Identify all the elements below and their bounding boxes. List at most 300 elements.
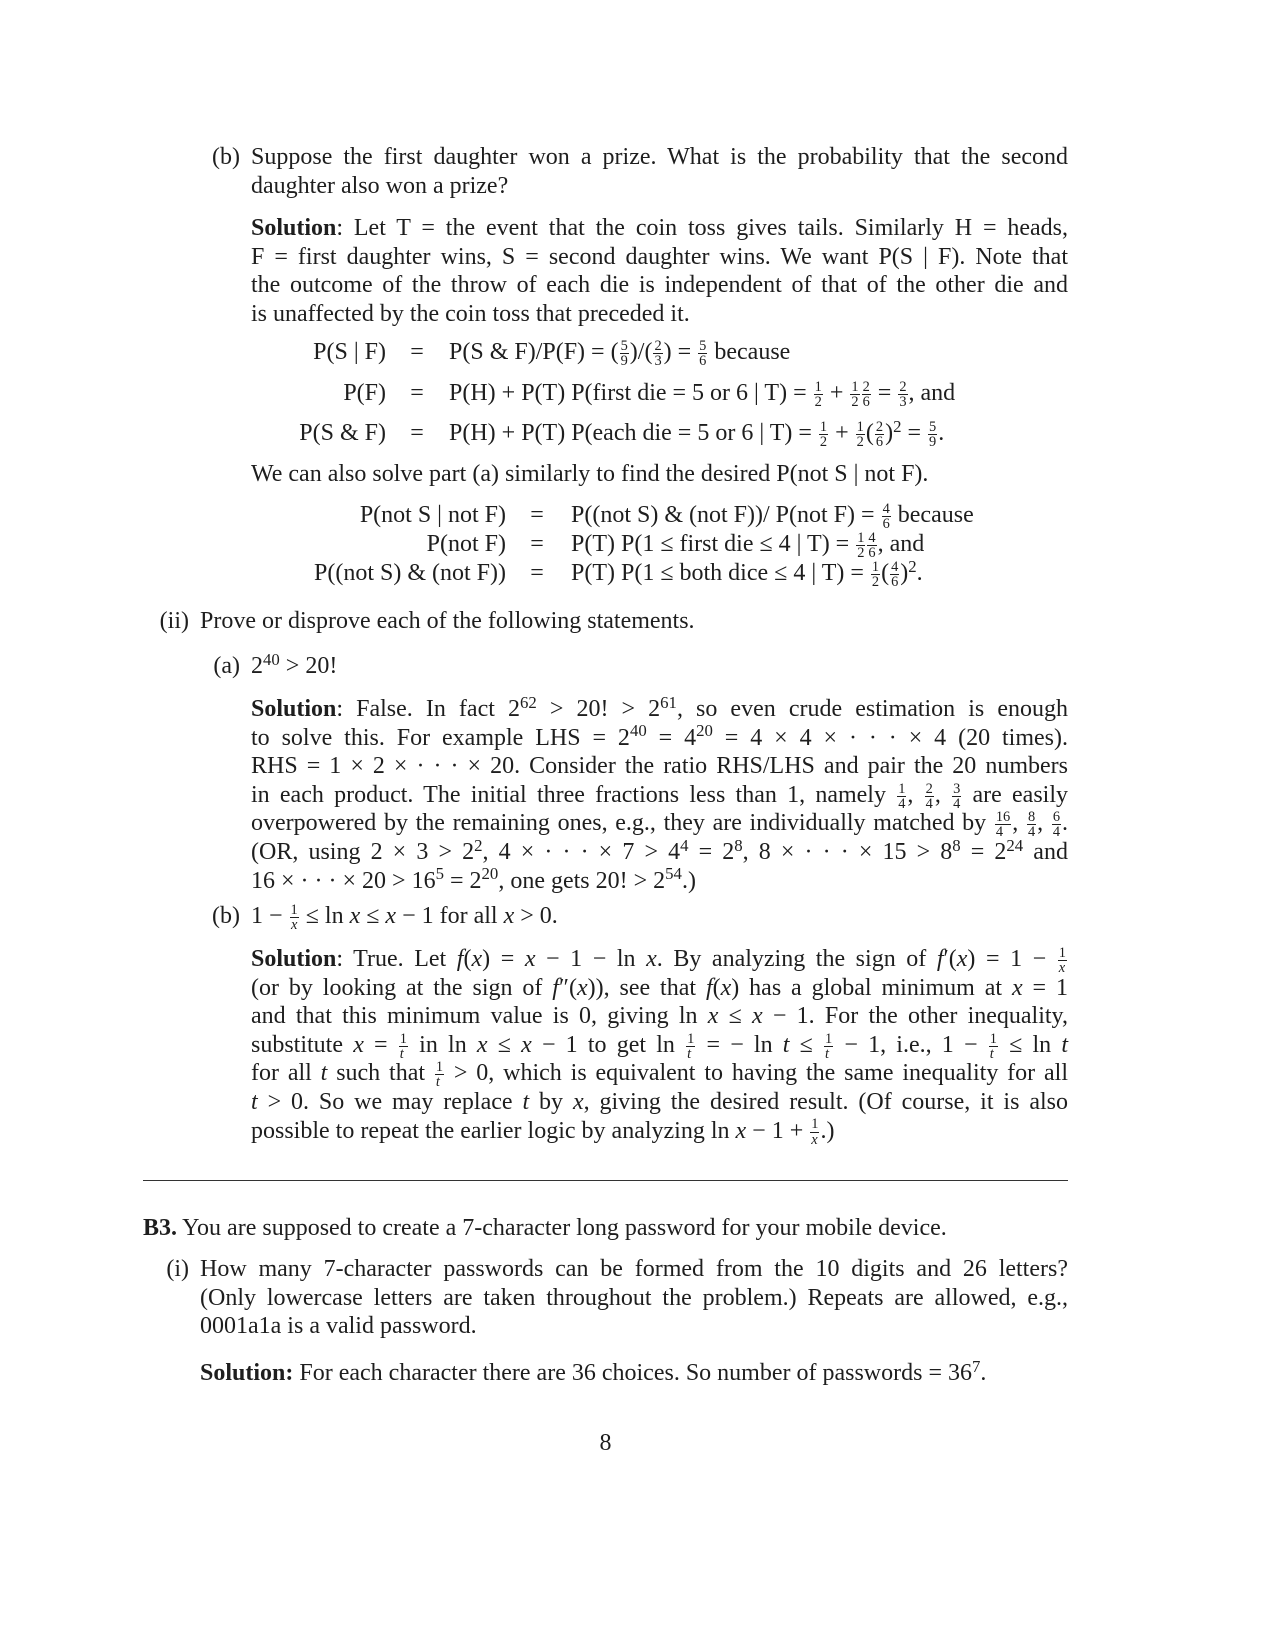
equation-lhs: P(not F): [426, 531, 506, 557]
text-run: ≤ ln: [998, 1031, 1062, 1058]
text-run: Suppose the first daughter won a prize. What is the probability that the second: [251, 144, 1068, 170]
math-fraction: [952, 782, 961, 811]
superscript: 2: [908, 556, 917, 576]
text-run: overpowered by the remaining ones, e.g., they are individually matched by: [251, 810, 994, 837]
text-run: , one gets 20! > 2: [498, 867, 666, 894]
math-variable: t: [1061, 1031, 1068, 1058]
text-run: F = first daughter wins, S = second daughter wins. We want P(S | F). Note that: [251, 243, 1068, 270]
text-run: P(H) + P(T) P(each die = 5 or 6 | T) =: [449, 420, 818, 446]
text-run: to solve this. For example LHS = 2: [251, 724, 630, 751]
text-run: substitute: [251, 1031, 354, 1058]
math-variable: x: [707, 1003, 719, 1030]
text-run: because: [708, 339, 791, 365]
math-variable: x: [471, 946, 483, 972]
text-run: = − ln: [696, 1031, 783, 1058]
math-fraction: [698, 339, 707, 368]
text-run: by: [529, 1088, 573, 1115]
superscript: 54: [665, 864, 682, 884]
text-run: for all: [251, 1060, 321, 1087]
text-run: ″(: [558, 974, 577, 1001]
math-fraction: [686, 1032, 695, 1061]
math-variable: x: [735, 1117, 747, 1144]
superscript: 20: [481, 864, 499, 884]
text-run: P(T) P(1 ≤ first die ≤ 4 | T) =: [571, 531, 856, 557]
equation-lhs: P(F): [343, 380, 386, 406]
fraction-numerator: 2: [899, 378, 907, 395]
text-run: ,: [1012, 810, 1026, 837]
text-run: is unaffected by the coin toss that preceded it.: [251, 300, 690, 327]
superscript: 7: [972, 1356, 981, 1376]
equation-row: [0, 379, 1275, 408]
solution-paragraph: [251, 214, 1068, 328]
equation-lhs: P(not S | not F): [359, 502, 506, 528]
text-run: =: [871, 380, 898, 406]
fraction-numerator: 5: [699, 337, 707, 354]
math-variable: t: [251, 1088, 258, 1115]
text-run: the outcome of the throw of each die is independent of that of the other die and: [251, 272, 1068, 299]
text-run: ,: [907, 781, 924, 808]
text-run: P(T) P(1 ≤ both dice ≤ 4 | T) =: [571, 560, 870, 586]
text-run: = 4: [646, 724, 697, 751]
equation-row: [0, 416, 1275, 450]
fraction-denominator: 4: [1027, 824, 1036, 841]
text-run: ≤: [360, 903, 386, 929]
text-line: [251, 1002, 1068, 1031]
fraction-denominator: t: [989, 1045, 994, 1062]
solution-line: [200, 1356, 987, 1388]
text-line: [200, 1312, 1068, 1341]
text-run: )), see that: [587, 974, 706, 1001]
equals-sign: =: [410, 380, 424, 406]
text-line: [251, 214, 1068, 243]
math-fraction: [824, 1032, 833, 1061]
text-run: RHS = 1 × 2 × · · · × 20. Consider the ratio RHS/LHS and pair the 20 numbers: [251, 753, 1068, 780]
text-run: ,: [934, 781, 952, 808]
text-run: .): [681, 867, 696, 894]
fraction-numerator: 4: [882, 500, 890, 517]
text-run: > 20! > 2: [536, 696, 661, 722]
text-run: because: [891, 502, 974, 528]
fraction-numerator: 1: [857, 529, 865, 546]
text-run: For each character there are 36 choices. So number of passwords = 36: [293, 1360, 972, 1386]
equation-rhs: [449, 379, 955, 409]
text-run: , giving the desired result. (Of course, it is also: [583, 1088, 1068, 1115]
fraction-numerator: 1: [814, 378, 822, 395]
fraction-denominator: t: [399, 1045, 404, 1062]
math-fraction: [882, 502, 891, 531]
equals-sign: =: [530, 531, 544, 557]
fraction-numerator: 8: [1027, 809, 1036, 826]
text-line: [251, 835, 1068, 867]
text-line: [251, 864, 1068, 896]
bold-label: Solution: [251, 215, 337, 241]
math-fraction: [862, 380, 871, 409]
fraction-numerator: 2: [925, 780, 933, 797]
fraction-denominator: 6: [875, 433, 884, 450]
remark-text: [251, 460, 928, 489]
text-line: [200, 1255, 1068, 1284]
text-run: − 1 for all: [396, 903, 504, 929]
superscript: 8: [734, 835, 743, 855]
fraction-denominator: 2: [856, 433, 864, 450]
text-line: [251, 752, 1068, 781]
math-fraction: [1058, 946, 1067, 975]
text-run: ) has a global minimum at: [731, 974, 1012, 1001]
math-fraction: [897, 782, 906, 811]
text-run: , 4 × · · · × 7 > 4: [482, 838, 681, 865]
fraction-numerator: 2: [862, 378, 870, 395]
text-run: and: [1023, 838, 1068, 865]
text-run: = 2: [960, 838, 1007, 865]
math-variable: f: [456, 946, 464, 972]
math-fraction: [898, 380, 907, 409]
fraction-denominator: 2: [857, 544, 865, 561]
equals-sign: =: [530, 560, 544, 586]
math-variable: x: [956, 946, 968, 972]
math-variable: t: [782, 1031, 790, 1058]
math-fraction: [435, 1060, 444, 1089]
fraction-denominator: x: [811, 1131, 818, 1148]
text-run: P((not S) & (not F))/ P(not F) =: [571, 502, 881, 528]
text-line: [251, 945, 1068, 974]
text-line: [251, 1031, 1068, 1060]
text-run: P(H) + P(T) P(first die = 5 or 6 | T) =: [449, 380, 813, 406]
text-run: = 2: [443, 867, 482, 894]
bold-label: Solution: [251, 696, 337, 722]
superscript: 40: [629, 721, 647, 741]
text-line: [251, 243, 1068, 272]
superscript: 61: [660, 692, 677, 712]
question-text: [200, 1255, 1068, 1341]
text-run: .): [820, 1117, 835, 1144]
fraction-denominator: 4: [953, 795, 961, 812]
equation-rhs: [571, 501, 974, 531]
text-run: 1 −: [251, 903, 289, 929]
text-line: [251, 172, 1068, 201]
fraction-denominator: x: [290, 916, 298, 933]
fraction-numerator: 16: [995, 809, 1011, 826]
fraction-denominator: 4: [898, 795, 906, 812]
math-variable: t: [522, 1088, 530, 1115]
text-run: − 1. For the other inequality,: [762, 1003, 1069, 1030]
text-run: = 1: [1022, 974, 1068, 1001]
math-fraction: [850, 380, 859, 409]
fraction-numerator: 1: [435, 1059, 444, 1076]
fraction-numerator: 1: [825, 1030, 833, 1047]
text-run: − 1 to get ln: [531, 1031, 686, 1058]
math-variable: f: [705, 974, 713, 1001]
text-run: )/(: [629, 339, 653, 365]
text-run: (or by looking at the sign of: [251, 974, 553, 1001]
fraction-denominator: 4: [995, 824, 1004, 841]
superscript: 2: [474, 835, 483, 855]
text-run: 0001a1a is a valid password.: [200, 1313, 477, 1340]
text-run: 16 × · · · × 20 > 16: [251, 867, 436, 894]
fraction-denominator: 9: [620, 352, 628, 369]
superscript: 20: [696, 721, 713, 741]
text-run: daughter also won a prize?: [251, 172, 509, 199]
fraction-numerator: 5: [929, 418, 937, 435]
math-variable: f: [552, 974, 559, 1001]
text-run: > 20!: [279, 653, 338, 679]
text-run: +: [829, 420, 855, 446]
text-run: .: [938, 420, 945, 446]
text-run: , 8 × · · · × 15 > 8: [742, 838, 953, 865]
equation-lhs: P((not S) & (not F)): [314, 560, 506, 586]
text-line: [251, 143, 1068, 172]
text-run: are easily: [962, 781, 1069, 808]
text-run: ≤: [487, 1031, 522, 1058]
text-run: .: [1062, 810, 1069, 837]
fraction-denominator: 6: [882, 515, 890, 532]
math-variable: x: [646, 946, 657, 972]
text-run: : Let T = the event that the coin toss gives tails. Similarly H = heads,: [336, 215, 1068, 241]
equation-lhs: P(S & F): [299, 420, 386, 446]
text-run: > 0. So we may replace: [257, 1088, 523, 1115]
text-run: (: [712, 974, 721, 1001]
math-variable: x: [720, 974, 732, 1001]
text-run: − 1 +: [746, 1117, 810, 1144]
fraction-numerator: 1: [811, 1116, 819, 1133]
math-variable: x: [476, 1031, 488, 1058]
math-variable: f: [936, 946, 944, 972]
text-run: > 0.: [514, 903, 558, 929]
fraction-denominator: 3: [899, 393, 907, 410]
equals-sign: =: [530, 502, 544, 528]
fraction-numerator: 3: [953, 780, 961, 797]
text-run: ) =: [663, 339, 698, 365]
fraction-denominator: t: [825, 1045, 829, 1062]
equation-rhs: [449, 338, 790, 368]
fraction-numerator: 2: [875, 418, 884, 435]
text-run: (: [463, 946, 472, 972]
math-fraction: [819, 420, 828, 449]
text-line: [251, 781, 1068, 810]
text-run: > 0, which is equivalent to having the same inequality for all: [445, 1060, 1068, 1087]
fraction-numerator: 5: [620, 337, 628, 354]
math-fraction: [989, 1032, 998, 1061]
item-label-b: (b): [212, 144, 240, 170]
text-run: P(S & F)/P(F) = (: [449, 339, 619, 365]
page-number: 8: [599, 1430, 612, 1456]
text-line: [251, 1088, 1068, 1117]
math-variable: x: [524, 946, 536, 972]
text-run: , so even crude estimation is enough: [676, 696, 1068, 722]
text-run: ′(: [943, 946, 957, 972]
equals-sign: =: [410, 339, 424, 365]
math-variable: x: [576, 974, 588, 1001]
math-fraction: [925, 782, 934, 811]
text-line: [251, 271, 1068, 300]
fraction-numerator: 1: [851, 378, 859, 395]
text-run: We can also solve part (a) similarly to find the desired P(not S | not F).: [251, 461, 929, 487]
text-run: How many 7-character passwords can be formed from the 10 digits and 26 letters?: [200, 1256, 1068, 1282]
math-fraction: [810, 1117, 819, 1146]
superscript: 40: [263, 649, 280, 669]
bold-label: B3.: [143, 1215, 178, 1241]
math-fraction: [399, 1032, 408, 1061]
text-run: possible to repeat the earlier logic by analyzing ln: [251, 1117, 736, 1144]
text-run: ): [900, 560, 909, 586]
text-run: in each product. The initial three fractions less than 1, namely: [251, 781, 897, 808]
text-run: : False. In fact 2: [336, 696, 520, 722]
superscript: 2: [893, 416, 902, 436]
text-run: ≤ ln: [299, 903, 350, 929]
math-fraction: [856, 531, 865, 560]
math-fraction: [653, 339, 662, 368]
text-run: =: [363, 1031, 398, 1058]
fraction-numerator: 4: [891, 558, 899, 575]
equation-row: [0, 501, 1275, 530]
fraction-numerator: 4: [868, 529, 876, 546]
bold-label: Solution:: [200, 1360, 294, 1386]
text-run: .: [916, 560, 923, 586]
equation-rhs: [571, 556, 923, 590]
fraction-denominator: x: [1058, 959, 1066, 976]
text-line: [200, 1284, 1068, 1313]
text-run: ): [885, 420, 894, 446]
math-fraction: [290, 903, 299, 932]
fraction-denominator: 6: [862, 393, 870, 410]
equals-sign: =: [410, 420, 424, 446]
bold-label: Solution: [251, 946, 337, 972]
statement-a: [251, 649, 338, 681]
fraction-denominator: 6: [699, 352, 707, 369]
fraction-numerator: 1: [819, 418, 828, 435]
math-variable: x: [572, 1088, 584, 1115]
math-variable: x: [503, 903, 515, 929]
text-run: , and: [908, 380, 956, 406]
fraction-denominator: 2: [819, 433, 828, 450]
fraction-numerator: 1: [1058, 944, 1066, 961]
fraction-denominator: t: [435, 1074, 440, 1091]
math-fraction: [620, 339, 629, 368]
text-run: =: [901, 420, 927, 446]
fraction-denominator: 3: [654, 352, 662, 369]
text-run: − 1, i.e., 1 −: [834, 1031, 988, 1058]
math-fraction: [856, 420, 865, 449]
text-run: ≤: [718, 1003, 753, 1030]
part-prompt: Prove or disprove each of the following statements.: [200, 608, 695, 634]
equation-lhs: P(S | F): [313, 339, 386, 365]
text-run: You are supposed to create a 7-character long password for your mobile device.: [177, 1215, 947, 1241]
fraction-denominator: 6: [868, 544, 876, 561]
text-run: . By analyzing the sign of: [656, 946, 937, 972]
math-fraction: [928, 420, 937, 449]
math-variable: x: [752, 1003, 763, 1030]
text-line: [251, 1059, 1068, 1091]
text-run: − 1 − ln: [535, 946, 647, 972]
item-label-a: (a): [213, 653, 240, 679]
math-fraction: [1052, 810, 1061, 839]
math-variable: x: [521, 1031, 532, 1058]
text-run: , and: [877, 531, 925, 557]
text-run: .: [980, 1360, 987, 1386]
text-run: and that this minimum value is 0, giving ln: [251, 1003, 708, 1030]
superscript: 24: [1006, 835, 1024, 855]
problem-heading: [143, 1214, 947, 1243]
question-text: [251, 143, 1068, 200]
superscript: 5: [435, 864, 444, 884]
fraction-denominator: 2: [871, 573, 880, 590]
math-variable: x: [353, 1031, 364, 1058]
item-label-b: (b): [212, 903, 240, 929]
text-run: = 2: [688, 838, 735, 865]
superscript: 4: [680, 835, 689, 855]
text-run: such that: [327, 1060, 434, 1087]
text-run: 2: [251, 653, 263, 679]
superscript: 8: [952, 835, 961, 855]
text-run: ) =: [482, 946, 525, 972]
equation-rhs: [571, 530, 924, 560]
fraction-denominator: 2: [851, 393, 859, 410]
text-line: [251, 721, 1068, 753]
text-line: [251, 974, 1068, 1003]
fraction-numerator: 1: [687, 1030, 695, 1047]
item-label-i: (i): [166, 1256, 189, 1282]
solution-paragraph: [251, 692, 1069, 895]
fraction-denominator: 9: [929, 433, 937, 450]
text-line: [251, 809, 1069, 841]
text-run: ) = 1 −: [967, 946, 1057, 972]
math-variable: t: [320, 1060, 328, 1087]
text-run: +: [823, 380, 850, 406]
fraction-numerator: 1: [856, 418, 864, 435]
fraction-denominator: 4: [1052, 824, 1061, 841]
superscript: 62: [519, 692, 537, 712]
text-run: : True. Let: [336, 946, 457, 972]
fraction-numerator: 1: [871, 558, 880, 575]
fraction-numerator: 6: [1052, 809, 1061, 826]
text-line: [251, 692, 1068, 724]
section-divider: [143, 1180, 1068, 1181]
math-variable: x: [349, 903, 361, 929]
text-run: (: [881, 560, 890, 586]
math-fraction: [871, 560, 880, 589]
math-fraction: [875, 420, 884, 449]
statement-b: [251, 902, 558, 931]
math-fraction: [814, 380, 823, 409]
text-run: (Only lowercase letters are taken throughout the problem.) Repeats are allowed, e.g.,: [200, 1284, 1068, 1311]
fraction-denominator: 6: [891, 573, 899, 590]
fraction-denominator: t: [687, 1045, 692, 1062]
math-variable: x: [385, 903, 397, 929]
text-run: ,: [1037, 810, 1051, 837]
equation-rhs: [449, 416, 945, 450]
fraction-denominator: 2: [814, 393, 822, 410]
equation-row: [0, 338, 1275, 367]
item-label-ii: (ii): [159, 608, 189, 634]
text-run: (: [865, 420, 874, 446]
fraction-numerator: 1: [989, 1030, 997, 1047]
text-line: [251, 300, 1068, 329]
fraction-denominator: 4: [925, 795, 933, 812]
equation-row: [0, 530, 1275, 559]
fraction-numerator: 1: [898, 780, 906, 797]
math-fraction: [1027, 810, 1036, 839]
solution-paragraph: [251, 944, 1069, 1148]
fraction-numerator: 2: [654, 337, 662, 354]
fraction-numerator: 1: [399, 1030, 407, 1047]
equation-row: [0, 556, 1275, 590]
text-run: in ln: [408, 1031, 477, 1058]
text-run: = 4 × 4 × · · · × 4 (20 times).: [712, 724, 1068, 751]
text-run: ≤: [789, 1031, 823, 1058]
math-fraction: [867, 531, 876, 560]
math-fraction: [890, 560, 899, 589]
text-line: [251, 1117, 1068, 1146]
fraction-numerator: 1: [290, 901, 298, 918]
